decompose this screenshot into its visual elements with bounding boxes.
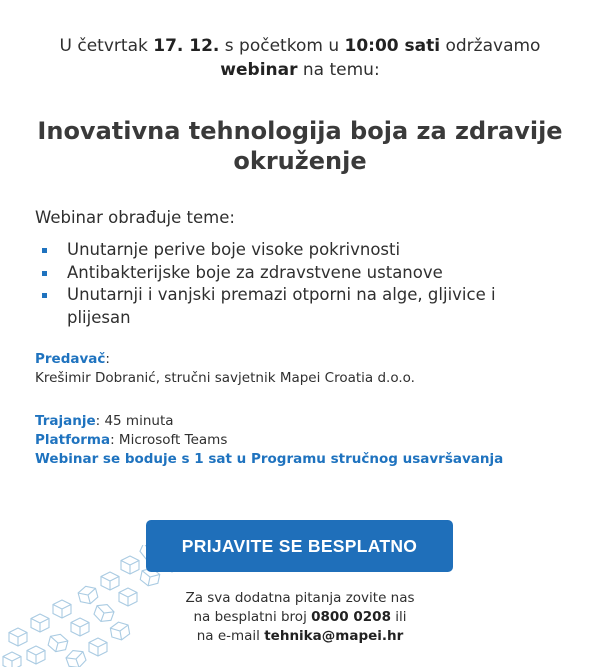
list-item: Unutarnje perive boje visoke pokrivnosti	[40, 239, 560, 262]
webinar-time: 10:00 sati	[344, 36, 441, 56]
list-item: Unutarnji i vanjski premazi otporni na alge, gljivice i plijesan	[40, 284, 560, 329]
platform-row: Platforma: Microsoft Teams	[35, 432, 228, 448]
topics-list	[40, 239, 560, 329]
duration-row: Trajanje: 45 minuta	[35, 413, 174, 429]
list-item: Antibakterijske boje za zdravstvene ustanove	[40, 262, 560, 285]
webinar-date: 17. 12.	[153, 36, 220, 56]
announcement-line-2: webinar na temu:	[220, 60, 380, 80]
webinar-title: Inovativna tehnologija boja za zdravije okruženje	[37, 117, 563, 175]
lecturer-label: Predavač	[35, 351, 106, 367]
lecturer-info: Predavač: Krešimir Dobranić, stručni savjetnik Mapei Croatia d.o.o.	[35, 351, 415, 386]
webinar-details	[35, 412, 503, 469]
register-button[interactable]: PRIJAVITE SE BESPLATNO	[146, 520, 453, 572]
announcement-line-1: U četvrtak 17. 12. s početkom u 10:00 sati održavamo	[59, 36, 541, 56]
phone-number[interactable]: 0800 0208	[311, 609, 391, 625]
lecturer-name: Krešimir Dobranić, stručni savjetnik Mapei Croatia d.o.o.	[35, 370, 415, 386]
webinar-announcement	[0, 34, 600, 82]
bullet-icon	[42, 293, 47, 298]
contact-info: Za sva dodatna pitanja zovite nas na besplatni broj 0800 0208 ili na e-mail tehnika@mapei.hr	[185, 590, 415, 644]
credit-note: Webinar se boduje s 1 sat u Programu stručnog usavršavanja	[35, 451, 504, 467]
email-link[interactable]: tehnika@mapei.hr	[264, 628, 404, 644]
topics-heading: Webinar obrađuje teme:	[35, 208, 235, 227]
bullet-icon	[42, 248, 47, 253]
bullet-icon	[42, 271, 47, 276]
